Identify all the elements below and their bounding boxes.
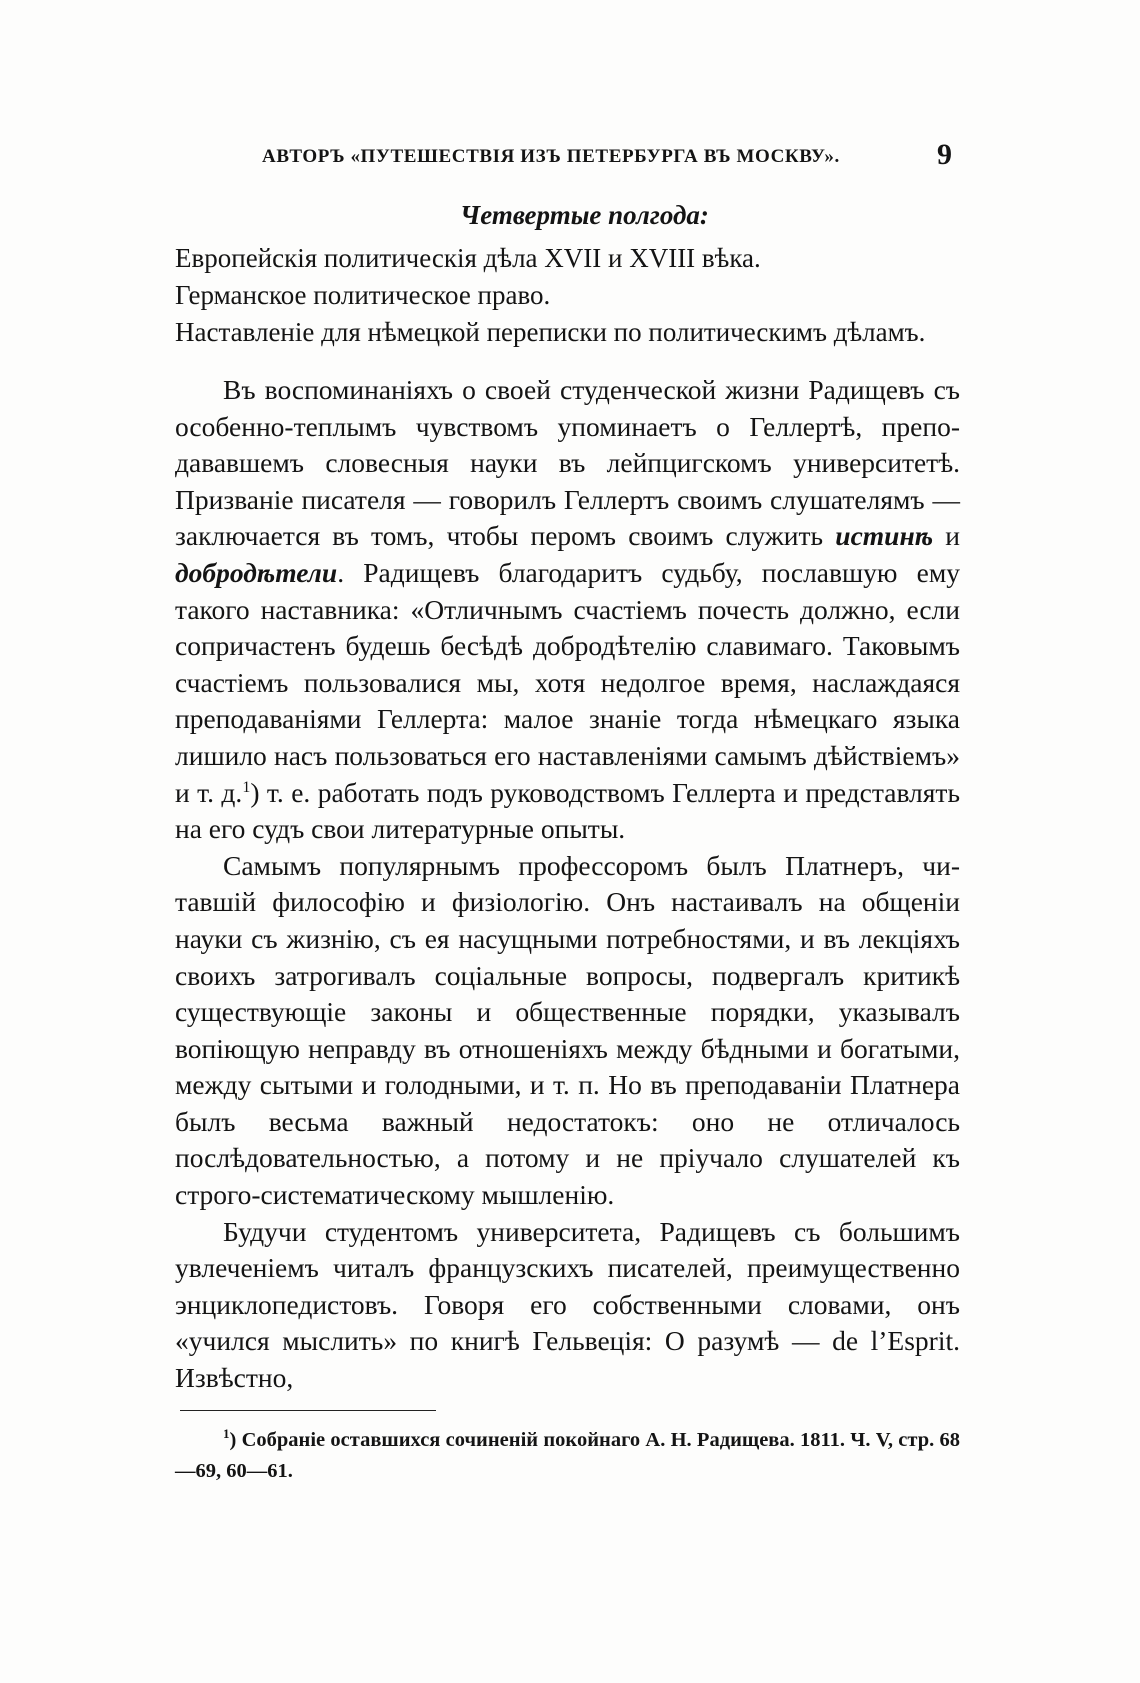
paragraph-text: . Радищевъ благодаритъ судьбу, пославшую ему такого наставника: «Отличнымъ счастіемъ почесть должно, если сопричастенъ будешь бесѣдѣ добродѣтелію славимаго. Таковымъ счастіемъ пользовалися мы, хотя недолгое время, наслаждаяся преподаваніями Геллерта: малое знаніе тогда нѣмецкаго языка лишило насъ пользоваться его наставленіями самымъ дѣйствіемъ» и т. д. bbox=[175, 556, 960, 808]
paragraph-encyclopedists: Будучи студентомъ университета, Радищевъ съ большимъ увлеченіемъ читалъ французскихъ писателей, преимущественно энциклопедистовъ. Говоря его собственными словами, онъ «учился мыслить» по книгѣ Гельвеція: О разумѣ — de l’Esprit. Извѣстно, bbox=[175, 1215, 960, 1394]
paragraph-platner: Самымъ популярнымъ профессоромъ былъ Платнеръ, читавшій философію и физіологію. Онъ настаивалъ на общеніи науки съ жизнію, съ ея насущными потребностями, и въ лекціяхъ своихъ затрогивалъ соціальные вопросы, подвергалъ критикѣ существующіе законы и общественные порядки, указывалъ вопіющую неправду въ отношеніяхъ между бѣдными и богатыми, между сытыми и голодными, и т. п. Но въ преподаваніи Платнера былъ весьма важный недостатокъ: оно не отличалось послѣдовательностью, а потому и не пріучало слушателей къ строго-систематическому мышленію. bbox=[175, 849, 960, 1211]
running-title: АВТОРЪ «ПУТЕШЕСТВІЯ ИЗЪ ПЕТЕРБУРГА ВЪ МОСКВУ». bbox=[262, 146, 840, 167]
emphasis-virtue: добродѣтели bbox=[175, 556, 338, 588]
course-item: Наставленіе для нѣмецкой переписки по политическимъ дѣламъ. bbox=[175, 317, 926, 347]
running-head bbox=[262, 140, 972, 176]
paragraph-text: ) т. е. работать подъ руководствомъ Геллерта и представлять на его судъ свои литературные опыты. bbox=[175, 776, 960, 845]
paragraph-gellert bbox=[175, 372, 960, 848]
footnote-reference: 1 bbox=[242, 778, 251, 796]
page-number: 9 bbox=[937, 138, 952, 171]
paragraph-text: и bbox=[933, 520, 960, 552]
footnote-marker: 1 bbox=[223, 1426, 230, 1442]
paragraph-text: Въ воспоминаніяхъ о своей студенческой жизни Радищевъ съ особенно-теплымъ чувствомъ упоминаетъ о Геллертѣ, преподававшемъ словесныя науки въ лейпцигскомъ университетѣ. Призваніе писателя — говорилъ Геллертъ своимъ слушателямъ — заключается въ томъ, чтобы перомъ своимъ служить bbox=[175, 374, 960, 552]
body-text bbox=[175, 372, 960, 1397]
footnote-text: ) Собраніе оставшихся сочиненій покойнаго А. Н. Радищева. 1811. Ч. V, стр. 68—69, 60—61. bbox=[175, 1429, 960, 1482]
course-item: Германское политическое право. bbox=[175, 280, 551, 310]
footnote bbox=[175, 1425, 960, 1487]
course-item: Европейскія политическія дѣла XVII и XVIII вѣка. bbox=[175, 243, 761, 273]
section-heading: Четвертые полгода: bbox=[460, 200, 709, 230]
emphasis-truth: истинѣ bbox=[835, 520, 934, 552]
course-list bbox=[175, 240, 965, 351]
footnote-divider bbox=[180, 1410, 436, 1411]
